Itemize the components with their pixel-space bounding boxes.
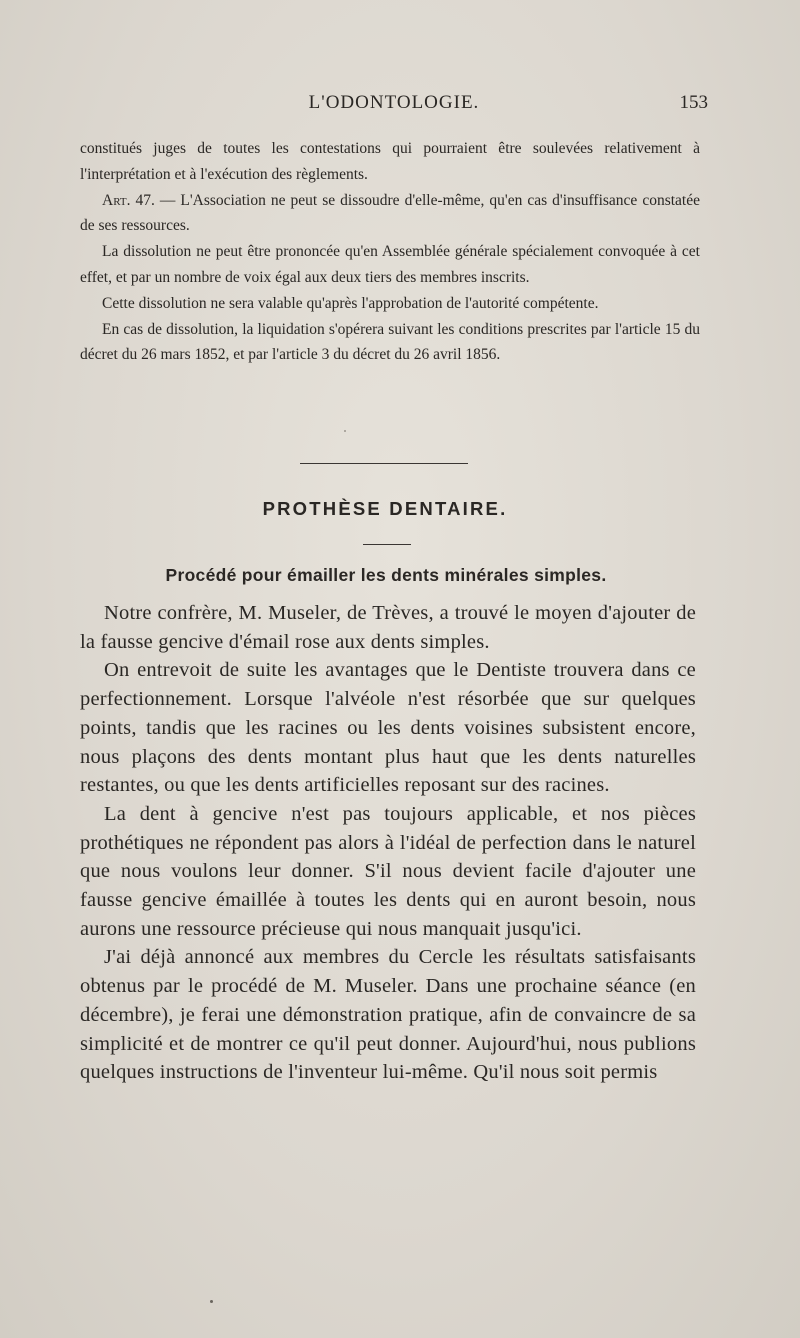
article-paragraph: J'ai déjà annoncé aux membres du Cercle les résultats satisfaisants obtenus par le procédé de M. Museler. Dans une prochaine séance (en décembre), je ferai une démonstration pratique, afin de convaincre de sa simplicité et de montrer ce qu'il peut donner. Aujourd'hui, nous publions quelques instructions de l'inventeur lui-même. Qu'il nous soit permis: [80, 946, 696, 1084]
page-number: 153: [679, 92, 708, 113]
dissolution-assembly-paragraph: La dissolution ne peut être prononcée qu'en Assemblée générale spécialement convoquée à cet effet, et par un nombre de voix égal aux deux tiers des membres inscrits.: [80, 243, 700, 286]
section-title: PROTHÈSE DENTAIRE.: [262, 498, 508, 519]
section-divider-rule: [300, 463, 468, 464]
article-47-label: Art. 47.: [102, 191, 155, 209]
liquidation-paragraph: En cas de dissolution, la liquidation s'opérera suivant les conditions prescrites par l'article 15 du décret du 26 mars 1852, et par l'article 3 du décret du 26 avril 1856.: [80, 320, 700, 364]
article-paragraph: Notre confrère, M. Museler, de Trèves, a trouvé le moyen d'ajouter de la fausse gencive d'émail rose aux dents simples.: [80, 602, 696, 653]
statutes-continuation: constitués juges de toutes les contestations qui pourraient être soulevées relativement à l'interprétation et à l'exécution des règlements.: [80, 140, 700, 183]
article-paragraph: La dent à gencive n'est pas toujours applicable, et nos pièces prothétiques ne répondent pas alors à l'idéal de perfection dans le naturel que nous voulons leur donner. S'il nous devient facile d'ajouter une fausse gencive émaillée à toutes les dents qui en auront besoin, nous aurons une ressource précieuse qui nous manquait jusqu'ici.: [80, 802, 696, 940]
running-title: L'ODONTOLOGIE.: [308, 92, 480, 113]
statutes-block: [80, 136, 700, 368]
dissolution-approval-paragraph: Cette dissolution ne sera valable qu'après l'approbation de l'autorité compétente.: [102, 294, 599, 312]
article-subtitle: Procédé pour émailler les dents minérales simples.: [165, 565, 607, 585]
page-header: [80, 92, 708, 120]
article-paragraph: On entrevoit de suite les avantages que le Dentiste trouvera dans ce perfectionnement. Lorsque l'alvéole n'est résorbée que sur quelques points, tandis que les racines ou les dents voisines subsistent encore, nous plaçons des dents montant plus haut que les dents naturelles restantes, ou que les dents artificielles reposant sur des racines.: [80, 659, 696, 797]
paper-speck: [210, 1300, 213, 1303]
title-underline-rule: [363, 544, 411, 545]
article-body: [80, 599, 696, 1087]
paper-speck: [344, 430, 346, 432]
article-47: [80, 188, 700, 240]
article-47-text: — L'Association ne peut se dissoudre d'elle-même, qu'en cas d'insuffisance constatée de ses ressources.: [80, 191, 700, 235]
